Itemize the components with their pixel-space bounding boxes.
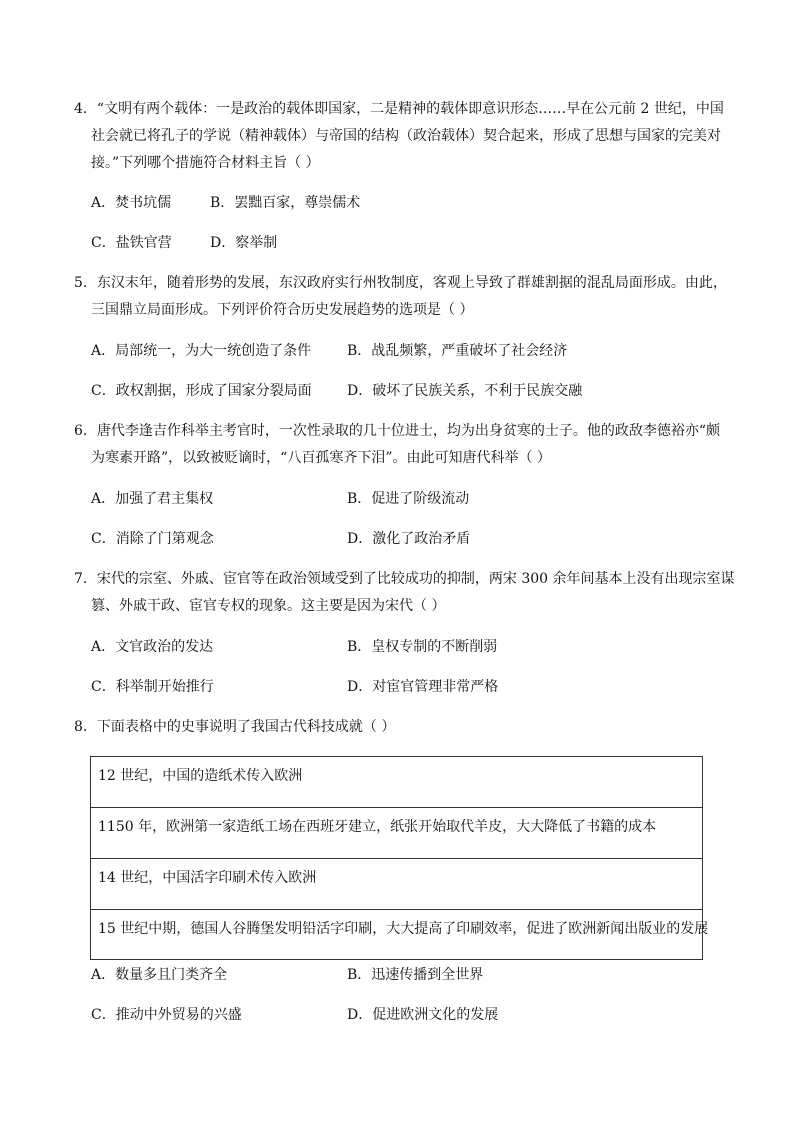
history-events-table (90, 756, 709, 960)
question-6-option-b[interactable]: B．促进了阶级流动 (347, 491, 470, 507)
question-4-line-2: 社会就已将孔子的学说（精神载体）与帝国的结构（政治载体）契合起来，形成了思想与国家的完美对 (91, 128, 721, 144)
question-7-option-a[interactable]: A．文官政治的发达 (91, 639, 214, 655)
question-8-line-1: 8．下面表格中的史事说明了我国古代科技成就（ ） (74, 719, 396, 735)
question-5-line-2: 三国鼎立局面形成。下列评价符合历史发展趋势的选项是（ ） (91, 302, 474, 318)
question-4-option-c[interactable]: C．盐铁官营 (91, 235, 172, 251)
question-5-option-d[interactable]: D．破坏了民族关系，不利于民族交融 (347, 383, 583, 399)
table-cell: 15 世纪中期，德国人谷腾堡发明铅活字印刷，大大提高了印刷效率，促进了欧洲新闻出版业的发展 (98, 921, 709, 937)
question-5-line-1: 5．东汉末年，随着形势的发展，东汉政府实行州牧制度，客观上导致了群雄割据的混乱局面形成。由此， (74, 275, 727, 291)
table-row (91, 757, 702, 808)
table-row (91, 859, 702, 910)
question-6-option-d[interactable]: D．激化了政治矛盾 (347, 531, 471, 547)
table-row (91, 808, 702, 859)
question-4-option-d[interactable]: D．察举制 (210, 235, 278, 251)
question-7-line-1: 7．宋代的宗室、外戚、宦官等在政治领域受到了比较成功的抑制，两宋 300 余年间基本上没有出现宗室谋 (74, 571, 735, 587)
question-8-option-b[interactable]: B．迅速传播到全世界 (347, 967, 484, 983)
question-7-option-d[interactable]: D．对宦官管理非常严格 (347, 679, 499, 695)
question-6-line-2: 为寒素开路”，以致被贬谪时，“八百孤寒齐下泪”。由此可知唐代科举（ ） (91, 450, 551, 466)
question-8-option-a[interactable]: A．数量多且门类齐全 (91, 967, 228, 983)
question-4-option-a[interactable]: A．焚书坑儒 (91, 195, 172, 211)
table-cell: 14 世纪，中国活字印刷术传入欧洲 (98, 870, 317, 886)
question-6-option-a[interactable]: A．加强了君主集权 (91, 491, 214, 507)
question-5-option-c[interactable]: C．政权割据，形成了国家分裂局面 (91, 383, 312, 399)
table-row (91, 910, 709, 961)
question-4-option-b[interactable]: B．罢黜百家，尊崇儒术 (210, 195, 361, 211)
question-6-line-1: 6．唐代李逢吉作科举主考官时，一次性录取的几十位进士，均为出身贫寒的士子。他的政敌李德裕亦“颇 (74, 423, 721, 439)
table-cell: 1150 年，欧洲第一家造纸工场在西班牙建立，纸张开始取代羊皮，大大降低了书籍的成本 (98, 819, 657, 835)
question-5-option-b[interactable]: B．战乱频繁，严重破坏了社会经济 (347, 343, 568, 359)
question-7-option-c[interactable]: C．科举制开始推行 (91, 679, 214, 695)
question-4-line-3: 接。”下列哪个措施符合材料主旨（ ） (91, 155, 320, 171)
question-7-option-b[interactable]: B．皇权专制的不断削弱 (347, 639, 498, 655)
question-8-option-c[interactable]: C．推动中外贸易的兴盛 (91, 1007, 242, 1023)
question-8-option-d[interactable]: D．促进欧洲文化的发展 (347, 1007, 499, 1023)
table-cell: 12 世纪，中国的造纸术传入欧洲 (98, 768, 303, 784)
question-6-option-c[interactable]: C．消除了门第观念 (91, 531, 214, 547)
question-7-line-2: 篡、外戚干政、宦官专权的现象。这主要是因为宋代（ ） (91, 598, 446, 614)
question-5-option-a[interactable]: A．局部统一，为大一统创造了条件 (91, 343, 312, 359)
question-4-line-1: 4．“文明有两个载体：一是政治的载体即国家，二是精神的载体即意识形态……早在公元前 2 世纪，中国 (74, 101, 724, 117)
